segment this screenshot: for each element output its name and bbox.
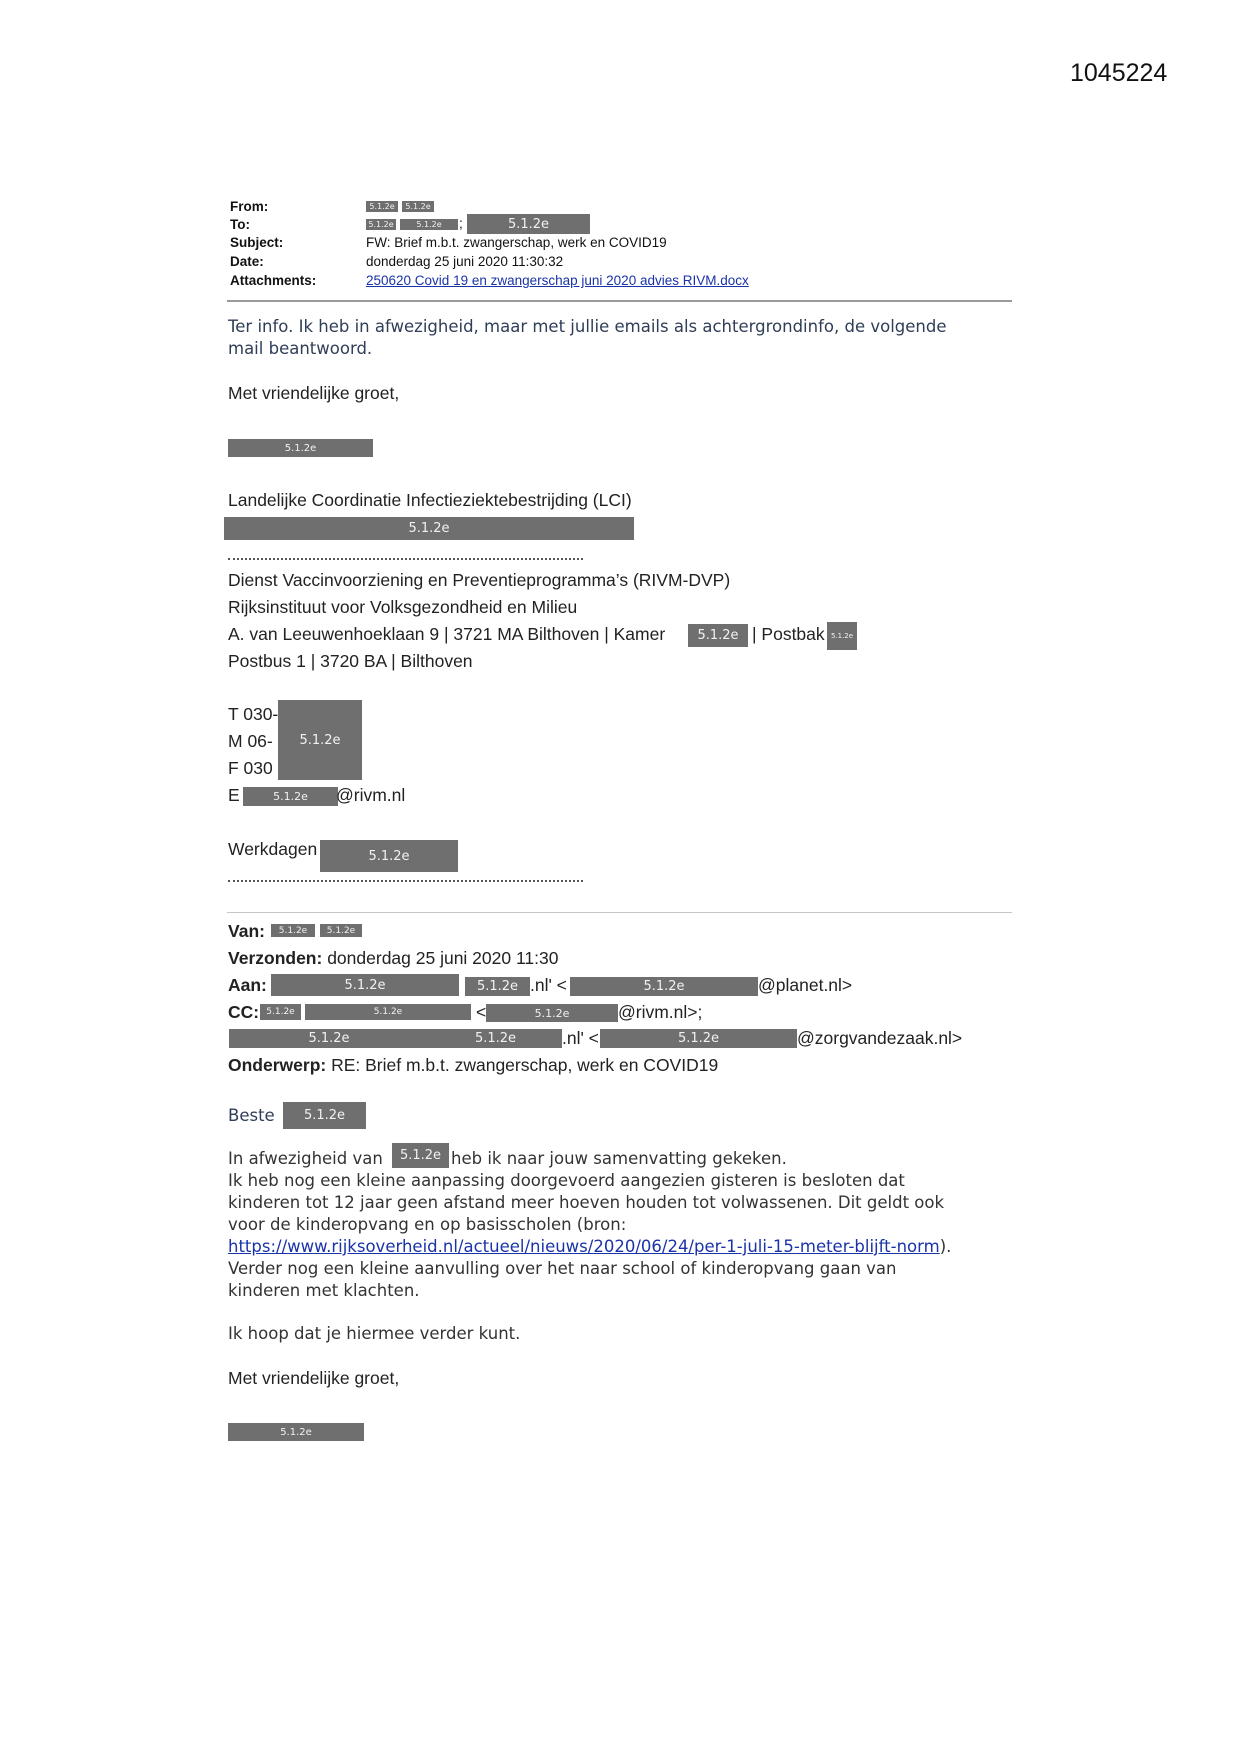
verzonden-label: Verzonden: (228, 948, 323, 968)
date-label: Date: (230, 254, 264, 269)
url-tail: ). (939, 1237, 952, 1256)
redaction-box: 5.1.2e (467, 214, 590, 234)
werkdagen-label: Werkdagen (228, 839, 318, 859)
redaction-box: 5.1.2e (228, 439, 373, 457)
intro-line-2: mail beantwoord. (228, 339, 373, 358)
redaction-box: 5.1.2e (486, 1004, 618, 1022)
redaction-box: 5.1.2e (392, 1143, 449, 1168)
aan-label: Aan: (228, 975, 267, 995)
redaction-box: 5.1.2e (827, 622, 857, 650)
body-line-4: voor de kinderopvang en op basisscholen (bron: (228, 1215, 627, 1234)
aan-end: @planet.nl> (758, 975, 853, 995)
redaction-box: 5.1.2e (688, 624, 748, 647)
subject-value: FW: Brief m.b.t. zwangerschap, werk en COVID19 (366, 235, 667, 250)
body-line-1b: heb ik naar jouw samenvatting gekeken. (451, 1149, 787, 1168)
redaction-box: 5.1.2e (224, 517, 634, 540)
closing-greeting: Met vriendelijke groet, (228, 1368, 400, 1388)
body-line-7: Ik hoop dat je hiermee verder kunt. (228, 1324, 521, 1343)
redaction-box: 5.1.2e (283, 1102, 366, 1129)
cc-label: CC: (228, 1002, 260, 1022)
reply-divider (227, 912, 1012, 913)
redaction-box: 5.1.2e (320, 840, 458, 872)
dotted-separator (228, 558, 583, 560)
attachments-label: Attachments: (230, 273, 317, 288)
redaction-box: 5.1.2e (402, 201, 434, 212)
redaction-box: 5.1.2e (229, 1029, 429, 1048)
attachment-link[interactable]: 250620 Covid 19 en zwangerschap juni 2020 advies RIVM.docx (366, 273, 749, 288)
cc-lt: < (476, 1002, 487, 1022)
signature-postbak: | Postbak (752, 624, 825, 644)
body-line-2: Ik heb nog een kleine aanpassing doorgevoerd aangezien gisteren is besloten dat (228, 1171, 905, 1190)
phone-f: F 030 (228, 758, 273, 778)
signature-institute: Rijksinstituut voor Volksgezondheid en Milieu (228, 597, 578, 617)
redaction-box: 5.1.2e (429, 1029, 562, 1048)
email-prefix: E (228, 785, 240, 805)
body-line-3: kinderen tot 12 jaar geen afstand meer hoeven houden tot volwassenen. Dit geldt ook (228, 1193, 945, 1212)
cc-end: @rivm.nl>; (618, 1002, 703, 1022)
body-line-6: kinderen met klachten. (228, 1281, 420, 1300)
cc2-end: @zorgvandezaak.nl> (797, 1028, 963, 1048)
redaction-box: 5.1.2e (400, 219, 458, 230)
redaction-box: 5.1.2e (570, 977, 758, 996)
phone-m: M 06- (228, 731, 273, 751)
onderwerp-label: Onderwerp: (228, 1055, 327, 1075)
redaction-box: 5.1.2e (260, 1004, 301, 1020)
header-divider (227, 300, 1012, 302)
from-label: From: (230, 199, 269, 214)
redaction-box: 5.1.2e (243, 787, 338, 806)
redaction-box: 5.1.2e (271, 924, 315, 937)
body-line-1a: In afwezigheid van (228, 1149, 383, 1168)
subject-label: Subject: (230, 235, 284, 250)
body-line-5: Verder nog een kleine aanvulling over het naar school of kinderopvang gaan van (228, 1259, 897, 1278)
redaction-box: 5.1.2e (305, 1004, 471, 1020)
redaction-box: 5.1.2e (228, 1423, 364, 1441)
signature-dept: Dienst Vaccinvoorziening en Preventieprogramma’s (RIVM-DVP) (228, 570, 731, 590)
aan-mid: .nl' < (530, 975, 567, 995)
onderwerp-line (228, 1055, 718, 1076)
dotted-separator (228, 880, 583, 882)
redaction-box: 5.1.2e (271, 974, 459, 996)
date-value: donderdag 25 juni 2020 11:30:32 (366, 254, 564, 269)
onderwerp-value: RE: Brief m.b.t. zwangerschap, werk en COVID19 (331, 1055, 719, 1075)
redaction-box: 5.1.2e (320, 924, 362, 937)
redaction-box: 5.1.2e (600, 1029, 797, 1048)
greeting: Met vriendelijke groet, (228, 383, 400, 403)
email-domain: @rivm.nl (336, 785, 406, 805)
phone-t: T 030- (228, 704, 279, 724)
redaction-box: 5.1.2e (278, 700, 362, 780)
to-label: To: (230, 217, 250, 232)
signature-postbus: Postbus 1 | 3720 BA | Bilthoven (228, 651, 473, 671)
salutation: Beste (228, 1106, 275, 1125)
verzonden-value: donderdag 25 juni 2020 11:30 (327, 948, 559, 968)
redaction-box: 5.1.2e (366, 219, 396, 230)
signature-address: A. van Leeuwenhoeklaan 9 | 3721 MA Bilthoven | Kamer (228, 624, 666, 644)
redaction-box: 5.1.2e (465, 977, 530, 996)
verzonden-line (228, 948, 558, 969)
signature-org: Landelijke Coordinatie Infectieziektebestrijding (LCI) (228, 490, 632, 510)
redaction-box: 5.1.2e (366, 201, 398, 212)
intro-line-1: Ter info. Ik heb in afwezigheid, maar met jullie emails als achtergrondinfo, de volgende (228, 317, 947, 336)
cc2-mid: .nl' < (562, 1028, 599, 1048)
source-link[interactable]: https://www.rijksoverheid.nl/actueel/nieuws/2020/06/24/per-1-juli-15-meter-blijft-norm (228, 1237, 940, 1256)
to-separator: ; (459, 216, 463, 231)
body-line-url (228, 1237, 951, 1256)
document-number: 1045224 (1070, 59, 1168, 87)
van-label: Van: (228, 921, 265, 941)
